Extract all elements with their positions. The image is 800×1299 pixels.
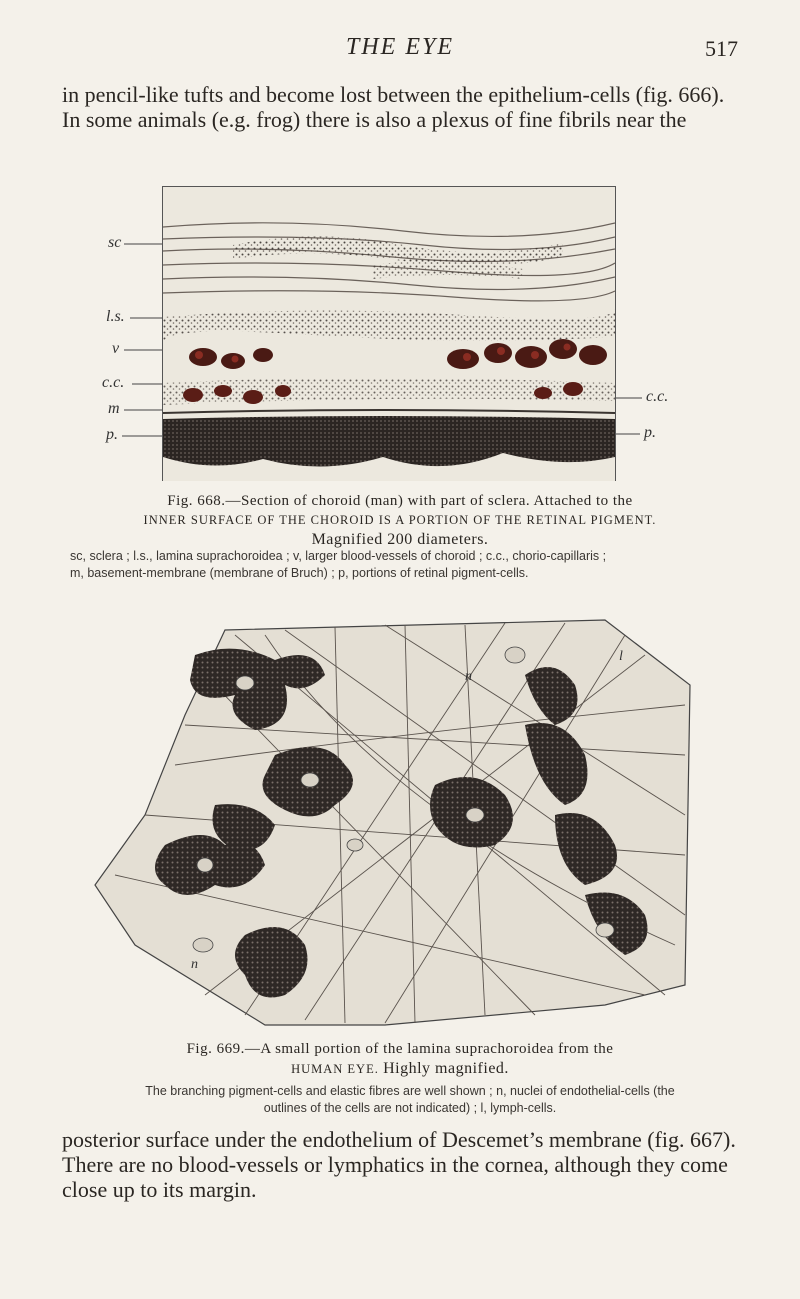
caption-line (40, 1059, 760, 1079)
label-n-bottom: n (191, 957, 198, 972)
text-line: posterior surface under the endothelium of Descemet’s membrane (fig. 667). (62, 1127, 736, 1152)
text-line: close up to its margin. (62, 1177, 257, 1202)
label-n-top: n (465, 669, 472, 684)
choroid-section-drawing (163, 187, 615, 481)
caption-text: HUMAN EYE. (291, 1062, 379, 1076)
text-line: There are no blood-vessels or lymphatics in the cornea, although they come (62, 1152, 728, 1177)
caption-line (40, 1040, 760, 1059)
legend-line: m, basement-membrane (membrane of Bruch) ; p, portions of retinal pigment-cells. (70, 566, 529, 580)
figure-669-caption (40, 1040, 760, 1079)
text-line: in pencil-like tufts and become lost between the epithelium-cells (fig. 666). (62, 82, 725, 107)
label-cc-right: c.c. (646, 388, 669, 405)
label-p-left: p. (106, 426, 118, 443)
top-paragraph (62, 82, 742, 132)
label-p-right: p. (644, 424, 656, 441)
caption-text: Highly magnified. (383, 1060, 509, 1077)
caption-line: INNER SURFACE OF THE CHOROID IS A PORTION OF THE RETINAL PIGMENT. (143, 513, 657, 527)
legend-line: The branching pigment-cells and elastic fibres are well shown ; n, nuclei of endothelial-cells (the (145, 1084, 675, 1098)
label-v: v (112, 340, 120, 357)
running-title: THE EYE (345, 34, 454, 60)
label-ls: l.s. (106, 308, 125, 325)
label-sc: sc (108, 234, 122, 251)
caption-text: Fig. 669.—A small portion of the lamina suprachoroidea from the (186, 1041, 614, 1057)
caption-line: Fig. 668.—Section of choroid (man) with part of sclera. Attached to the (167, 493, 633, 509)
bottom-paragraph (62, 1127, 742, 1202)
figure-668-legend (70, 548, 750, 582)
figure-668 (100, 180, 700, 480)
page-number: 517 (705, 36, 738, 61)
label-l: l (619, 649, 623, 664)
text-line: In some animals (e.g. frog) there is also a plexus of fine fibrils near the (62, 107, 687, 132)
label-m: m (108, 400, 120, 417)
figure-668-caption (40, 492, 760, 549)
legend-line: sc, sclera ; l.s., lamina suprachoroidea ; v, larger blood-vessels of choroid ; c.c., chorio-capillaris ; (70, 549, 607, 563)
figure-669-legend (70, 1083, 750, 1117)
figure-669 (85, 615, 695, 1030)
running-head (0, 34, 800, 64)
caption-line: Magnified 200 diameters. (311, 531, 489, 548)
label-cc-left: c.c. (102, 374, 125, 391)
lamina-suprachoroidea-drawing (85, 615, 695, 1030)
legend-line: outlines of the cells are not indicated) ; l, lymph-cells. (263, 1101, 557, 1115)
choroid-section-illustration (162, 186, 616, 481)
